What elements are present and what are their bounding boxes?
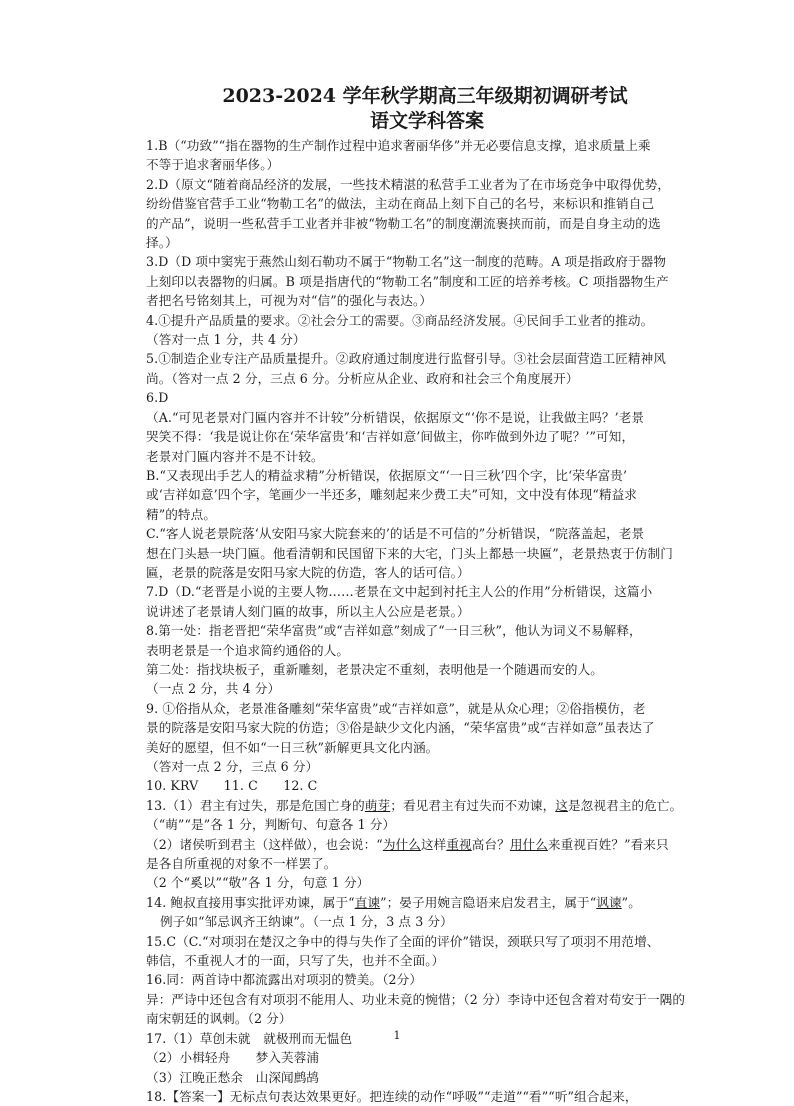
text-line: 精”的特点。 xyxy=(146,506,217,522)
text-line: 4.①提升产品质量的要求。②社会分工的需要。③商品经济发展。④民间手工业者的推动。 xyxy=(146,312,654,328)
text-line: 尚。（答对一点 2 分，三点 6 分。分析应从企业、政府和社会三个角度展开） xyxy=(146,370,579,386)
text-span: ”。 xyxy=(621,894,641,910)
text-line: 南宋朝廷的讽刺。（2 分） xyxy=(146,1011,292,1027)
text-line: 择。） xyxy=(146,235,178,251)
text-line: 者把名号铭刻其上，可视为对“信”的强化与表达。） xyxy=(146,293,433,309)
text-line xyxy=(146,796,708,815)
answer-content xyxy=(146,136,708,1106)
text-line: 15.C（C.“对项羽在楚汉之争中的得与失作了全面的评价”错误，颈联只写了项羽不用范增、 xyxy=(146,933,660,949)
text-line: 17.（1）草创未就 就极刑而无愠色 xyxy=(146,1030,353,1046)
text-line: （“萌”“是”各 1 分，判断句、句意各 1 分） xyxy=(146,817,396,833)
text-span: 这样 xyxy=(420,836,447,852)
text-span: 13.（1）君主有过失，那是危国亡身的 xyxy=(146,797,365,813)
text-line xyxy=(146,893,708,912)
text-line xyxy=(146,835,708,854)
text-span: 来重视百姓？”看来只 xyxy=(547,836,669,852)
text-span: 14. 鲍叔直接用事实批评劝谏，属于“ xyxy=(146,894,355,910)
page-number: 1 xyxy=(393,1029,401,1042)
page-subtitle: 语文学科答案 xyxy=(369,110,484,132)
text-line: 第二处：指找块板子，重新雕刻，老景决定不重刻，表明他是一个随遇而安的人。 xyxy=(146,661,603,677)
text-line: （2 个“奚以”“敬”各 1 分，句意 1 分） xyxy=(146,875,370,891)
text-line: 9. ①俗指从众，老景准备雕刻“荣华富贵”或“吉祥如意”，就是从众心理；②俗指模仿，老 xyxy=(146,700,646,716)
text-line: 或‘吉祥如意’四个字，笔画少一半还多，雕刻起来少费工夫”可知，文中没有体现“精益求 xyxy=(146,487,637,503)
text-line: 美好的愿望，但不如“一日三秋”新解更具文化内涵。 xyxy=(146,739,439,755)
text-line: 老景对门匾内容并不是不计较。 xyxy=(146,448,324,464)
text-line: 是各自所重视的对象不一样罢了。 xyxy=(146,856,337,872)
text-span: （2）诸侯听到君主（这样做），也会说：“ xyxy=(146,836,383,852)
underlined-key-word: 为什么 xyxy=(382,836,421,852)
text-line: 不等于追求奢丽华侈。） xyxy=(146,157,280,173)
text-line: 异：严诗中还包含有对项羽不能用人、功业未竟的惋惜；（2 分）李诗中还包含着对苟安于一隅的 xyxy=(146,991,686,1007)
text-line: （2）小楫轻舟 梦入芙蓉浦 xyxy=(146,1050,320,1066)
text-span: ；看见君主有过失而不劝谏， xyxy=(390,797,556,813)
text-line: 想在门头悬一块门匾。他看清朝和民国留下来的大宅，门头上都悬一块匾”，老景热衷于仿制门 xyxy=(146,545,673,561)
text-line: （一点 2 分，共 4 分） xyxy=(146,681,281,697)
text-span: ”；晏子用婉言隐语来启发君主，属于“ xyxy=(380,894,597,910)
text-line: B.“又表现出手艺人的精益求精”分析错误，依据原文“‘一日三秋’四个字，比‘荣华富贵’ xyxy=(146,467,628,483)
text-line: 例子如“邹忌讽齐王纳谏”。（一点 1 分，3 点 3 分） xyxy=(160,914,453,930)
text-line: C.“客人说老景院落‘从安阳马家大院套来的’的话是不可信的”分析错误，“院落盖起，老景 xyxy=(146,526,645,542)
text-line: （A.“可见老景对门匾内容并不计较”分析错误，依据原文“‘你不是说，让我做主吗？’老景 xyxy=(146,409,645,425)
underlined-key-word: 萌芽 xyxy=(364,797,391,813)
text-line: 上刻印以表器物的归属。B 项是指唐代的“物勒工名”制度和工匠的培养考核。C 项指器物生产 xyxy=(146,273,669,289)
text-line: 1.B（“功致”“指在器物的生产制作过程中追求奢丽华侈”并无必要信息支撑，追求质量上乘 xyxy=(146,138,651,153)
text-line: 7.D（D.“老晋是小说的主要人物……老景在文中起到衬托主人公的作用”分析错误，这篇小 xyxy=(146,584,653,600)
underlined-key-word: 重视 xyxy=(446,836,472,852)
text-line: 10. KRV 11. C 12. C xyxy=(146,778,318,794)
text-line: 纷纷借鉴官营手工业“物勒工名”的做法，主动在商品上刻下自己的名号，来标识和推销自己 xyxy=(146,196,655,212)
text-line: 6.D xyxy=(146,390,169,406)
text-line: 哭笑不得：‘我是说让你在‘荣华富贵’和‘吉祥如意’间做主，你咋做到外边了呢？’”可知， xyxy=(146,429,635,445)
text-line: （答对一点 2 分，三点 6 分） xyxy=(146,759,319,774)
text-line: 匾，老景的院落是安阳马家大院的仿造，客人的话可信。） xyxy=(146,564,470,580)
text-line: 8.第一处：指老晋把“荣华富贵”或“吉祥如意”刻成了“一日三秋”，他认为词义不易解释， xyxy=(146,623,642,639)
text-span: 是忽视君主的危亡。 xyxy=(567,797,683,813)
text-line: 3.D（D 项中窦宪于燕然山刻石勒功不属于“物勒工名”这一制度的范畴。A 项是指政府于器物 xyxy=(146,254,667,270)
text-span: 高台？ xyxy=(471,836,510,852)
text-line: 18.【答案一】无标点句表达效果更好。把连续的动作“呼吸”“走道”“看”“听”组合起来， xyxy=(146,1088,638,1104)
underlined-key-word: 这 xyxy=(555,797,568,813)
text-line: 韩信，不重视人才的一面，只写了失，也并不全面。） xyxy=(146,953,445,969)
text-line: 16.同：两首诗中都流露出对项羽的赞美。（2分） xyxy=(146,972,423,988)
text-line: 的产品”，说明一些私营手工业者并非被“物勒工名”的制度潮流裹挟而前，而是自身主动的选 xyxy=(146,215,661,231)
page-title: 2023-2024 学年秋学期高三年级期初调研考试 xyxy=(222,85,628,107)
text-line: 景的院落是安阳马家大院的仿造；③俗是缺少文化内涵，“荣华富贵”或“吉祥如意”虽表达了 xyxy=(146,720,655,736)
text-line: 5.①制造企业专注产品质量提升。②政府通过制度进行监督引导。③社会层面营造工匠精神风 xyxy=(146,351,666,367)
underlined-key-word: 直谏 xyxy=(354,894,381,910)
text-line: 说讲述了老景请人刻门匾的故事，所以主人公应是老景。） xyxy=(146,603,470,619)
underlined-key-word: 用什么 xyxy=(509,836,548,852)
text-line: 表明老景是一个追求简约通俗的人。 xyxy=(146,642,350,658)
text-line: 2.D（原文“随着商品经济的发展，一些技术精湛的私营手工业者为了在市场竞争中取得优势， xyxy=(146,176,671,192)
underlined-key-word: 讽谏 xyxy=(596,894,622,910)
text-line: （3）江晚正愁余 山深闻鹧鸪 xyxy=(146,1069,320,1085)
text-line: （答对一点 1 分，共 4 分） xyxy=(146,332,306,348)
